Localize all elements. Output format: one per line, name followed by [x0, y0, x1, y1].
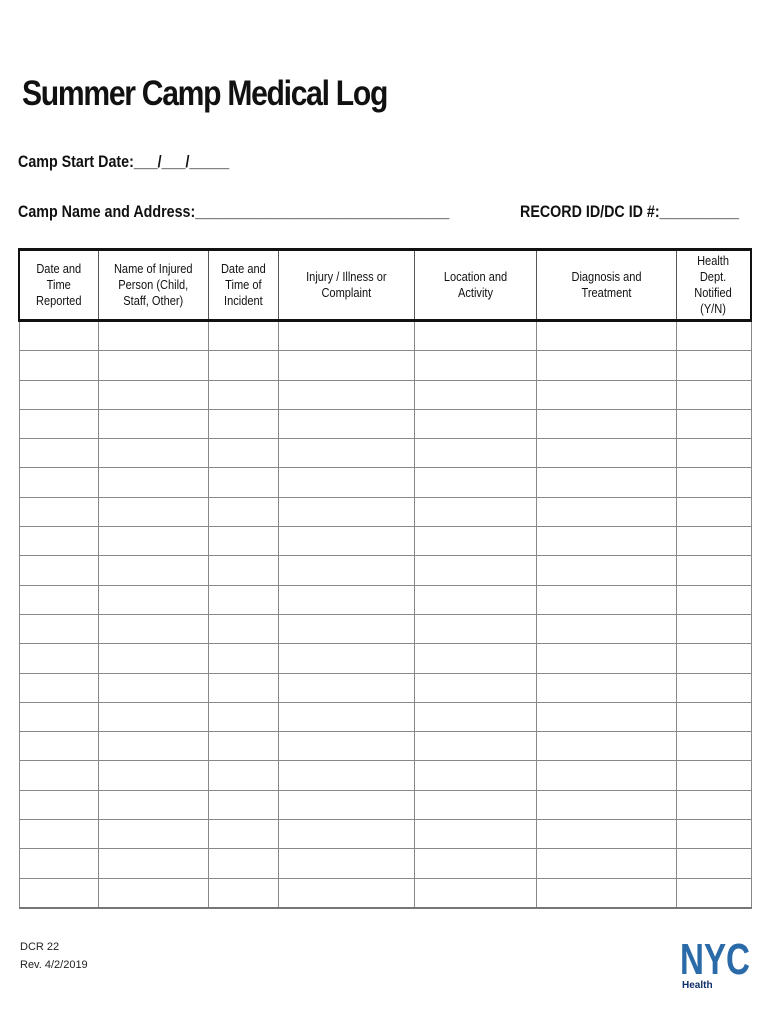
table-cell[interactable] [98, 468, 208, 497]
table-cell[interactable] [536, 614, 676, 643]
table-cell[interactable] [414, 527, 536, 556]
table-cell[interactable] [19, 878, 98, 908]
table-cell[interactable] [414, 439, 536, 468]
form-code: DCR 22 [20, 941, 60, 953]
table-cell[interactable] [676, 732, 751, 761]
table-cell[interactable] [98, 439, 208, 468]
table-cell[interactable] [19, 820, 98, 849]
table-cell[interactable] [676, 585, 751, 614]
table-row [19, 702, 751, 731]
table-cell[interactable] [676, 439, 751, 468]
table-cell[interactable] [676, 380, 751, 409]
table-cell[interactable] [278, 673, 414, 702]
table-cell[interactable] [536, 556, 676, 585]
table-cell[interactable] [98, 614, 208, 643]
table-cell[interactable] [278, 497, 414, 526]
logo-subtext: Health [682, 980, 713, 991]
table-cell[interactable] [536, 790, 676, 819]
table-cell[interactable] [98, 380, 208, 409]
table-row [19, 790, 751, 819]
table-row [19, 849, 751, 878]
table-cell[interactable] [98, 849, 208, 878]
table-cell[interactable] [414, 644, 536, 673]
table-row [19, 468, 751, 497]
table-cell[interactable] [19, 409, 98, 438]
table-cell[interactable] [278, 878, 414, 908]
table-cell[interactable] [536, 644, 676, 673]
table-cell[interactable] [414, 702, 536, 731]
table-cell[interactable] [19, 556, 98, 585]
table-cell[interactable] [278, 849, 414, 878]
table-cell[interactable] [19, 732, 98, 761]
table-cell[interactable] [208, 673, 278, 702]
table-cell[interactable] [414, 351, 536, 380]
table-row [19, 556, 751, 585]
table-cell[interactable] [278, 351, 414, 380]
table-cell[interactable] [536, 849, 676, 878]
table-cell[interactable] [98, 351, 208, 380]
table-cell[interactable] [98, 644, 208, 673]
table-row [19, 673, 751, 702]
table-cell[interactable] [208, 820, 278, 849]
table-cell[interactable] [676, 321, 751, 351]
camp-start-date-field[interactable]: Camp Start Date:___/___/_____ [18, 152, 230, 171]
medical-log-table [18, 248, 752, 909]
table-cell[interactable] [414, 878, 536, 908]
nyc-health-logo [680, 934, 752, 996]
header-location-activity: Location and Activity [414, 250, 536, 321]
table-cell[interactable] [208, 497, 278, 526]
table-cell[interactable] [19, 702, 98, 731]
table-cell[interactable] [536, 585, 676, 614]
table-cell[interactable] [536, 878, 676, 908]
table-cell[interactable] [676, 468, 751, 497]
table-cell[interactable] [208, 878, 278, 908]
table-cell[interactable] [536, 321, 676, 351]
table-cell[interactable] [208, 732, 278, 761]
table-cell[interactable] [278, 468, 414, 497]
header-date-time-incident: Date and Time of Incident [208, 250, 278, 321]
table-cell[interactable] [414, 673, 536, 702]
table-cell[interactable] [278, 702, 414, 731]
table-cell[interactable] [278, 321, 414, 351]
table-cell[interactable] [98, 820, 208, 849]
table-cell[interactable] [278, 527, 414, 556]
table-cell[interactable] [208, 527, 278, 556]
table-cell[interactable] [536, 468, 676, 497]
record-id-field[interactable]: RECORD ID/DC ID #:__________ [520, 202, 740, 221]
table-cell[interactable] [536, 351, 676, 380]
table-cell[interactable] [19, 351, 98, 380]
table-cell[interactable] [676, 702, 751, 731]
table-cell[interactable] [208, 439, 278, 468]
table-row [19, 732, 751, 761]
table-cell[interactable] [676, 820, 751, 849]
revision-date: Rev. 4/2/2019 [20, 959, 88, 971]
table-cell[interactable] [676, 761, 751, 790]
table-cell[interactable] [414, 614, 536, 643]
table-cell[interactable] [536, 409, 676, 438]
table-cell[interactable] [278, 439, 414, 468]
table-cell[interactable] [536, 497, 676, 526]
page-title: Summer Camp Medical Log [22, 74, 388, 113]
table-cell[interactable] [278, 790, 414, 819]
table-cell[interactable] [19, 468, 98, 497]
table-header-row [19, 250, 751, 321]
table-cell[interactable] [19, 849, 98, 878]
table-cell[interactable] [208, 556, 278, 585]
table-cell[interactable] [208, 409, 278, 438]
form-footer [20, 938, 88, 974]
table-cell[interactable] [676, 878, 751, 908]
table-cell[interactable] [98, 527, 208, 556]
header-date-time-reported: Date and Time Reported [19, 250, 98, 321]
header-health-dept-notified: Health Dept. Notified (Y/N) [676, 250, 751, 321]
table-row [19, 527, 751, 556]
table-cell[interactable] [98, 409, 208, 438]
table-cell[interactable] [19, 321, 98, 351]
table-cell[interactable] [208, 849, 278, 878]
table-cell[interactable] [98, 761, 208, 790]
table-cell[interactable] [208, 702, 278, 731]
table-row [19, 644, 751, 673]
table-cell[interactable] [414, 321, 536, 351]
header-injured-person: Name of Injured Person (Child, Staff, Other) [98, 250, 208, 321]
table-cell[interactable] [414, 761, 536, 790]
table-cell[interactable] [98, 585, 208, 614]
table-cell[interactable] [414, 790, 536, 819]
table-cell[interactable] [536, 732, 676, 761]
table-cell[interactable] [676, 614, 751, 643]
table-cell[interactable] [414, 732, 536, 761]
table-cell[interactable] [98, 702, 208, 731]
table-cell[interactable] [536, 527, 676, 556]
table-cell[interactable] [676, 790, 751, 819]
table-row [19, 614, 751, 643]
table-cell[interactable] [208, 321, 278, 351]
table-cell[interactable] [676, 556, 751, 585]
table-cell[interactable] [536, 673, 676, 702]
table-cell[interactable] [208, 585, 278, 614]
table-cell[interactable] [278, 409, 414, 438]
table-cell[interactable] [98, 878, 208, 908]
table-cell[interactable] [208, 614, 278, 643]
table-row [19, 439, 751, 468]
table-cell[interactable] [98, 790, 208, 819]
table-cell[interactable] [98, 321, 208, 351]
table-cell[interactable] [278, 614, 414, 643]
table-cell[interactable] [536, 380, 676, 409]
table-cell[interactable] [536, 820, 676, 849]
table-cell[interactable] [19, 527, 98, 556]
table-cell[interactable] [536, 702, 676, 731]
table-cell[interactable] [208, 644, 278, 673]
table-row [19, 585, 751, 614]
table-cell[interactable] [278, 732, 414, 761]
table-row [19, 820, 751, 849]
table-cell[interactable] [414, 820, 536, 849]
table-row [19, 497, 751, 526]
table-cell[interactable] [19, 790, 98, 819]
table-cell[interactable] [19, 439, 98, 468]
table-cell[interactable] [676, 849, 751, 878]
header-diagnosis-treatment: Diagnosis and Treatment [536, 250, 676, 321]
table-row [19, 321, 751, 351]
table-cell[interactable] [414, 585, 536, 614]
table-cell[interactable] [278, 820, 414, 849]
table-row [19, 761, 751, 790]
svg-text:NYC: NYC [680, 935, 750, 980]
camp-name-address-field[interactable]: Camp Name and Address:________________________________ [18, 202, 450, 221]
table-cell[interactable] [19, 497, 98, 526]
table-cell[interactable] [676, 409, 751, 438]
table-cell[interactable] [208, 380, 278, 409]
table-cell[interactable] [536, 439, 676, 468]
table-row [19, 351, 751, 380]
table-cell[interactable] [676, 351, 751, 380]
table-row [19, 878, 751, 908]
table-cell[interactable] [19, 761, 98, 790]
table-cell[interactable] [278, 380, 414, 409]
table-cell[interactable] [414, 556, 536, 585]
table-cell[interactable] [208, 468, 278, 497]
table-cell[interactable] [414, 497, 536, 526]
table-row [19, 380, 751, 409]
table-cell[interactable] [414, 849, 536, 878]
table-cell[interactable] [19, 673, 98, 702]
table-cell[interactable] [19, 644, 98, 673]
table-cell[interactable] [98, 673, 208, 702]
table-cell[interactable] [208, 790, 278, 819]
table-cell[interactable] [278, 644, 414, 673]
table-cell[interactable] [19, 380, 98, 409]
table-cell[interactable] [676, 497, 751, 526]
table-cell[interactable] [98, 497, 208, 526]
header-injury-complaint: Injury / Illness or Complaint [278, 250, 414, 321]
table-cell[interactable] [414, 468, 536, 497]
table-cell[interactable] [414, 380, 536, 409]
table-cell[interactable] [19, 585, 98, 614]
table-cell[interactable] [676, 673, 751, 702]
table-cell[interactable] [278, 556, 414, 585]
table-cell[interactable] [676, 527, 751, 556]
table-cell[interactable] [278, 585, 414, 614]
table-body [19, 321, 751, 908]
table-cell[interactable] [208, 761, 278, 790]
table-cell[interactable] [98, 556, 208, 585]
table-cell[interactable] [98, 732, 208, 761]
table-cell[interactable] [19, 614, 98, 643]
table-cell[interactable] [208, 351, 278, 380]
table-cell[interactable] [536, 761, 676, 790]
table-cell[interactable] [676, 644, 751, 673]
nyc-logo-icon [680, 934, 752, 980]
table-cell[interactable] [278, 761, 414, 790]
table-row [19, 409, 751, 438]
table-cell[interactable] [414, 409, 536, 438]
